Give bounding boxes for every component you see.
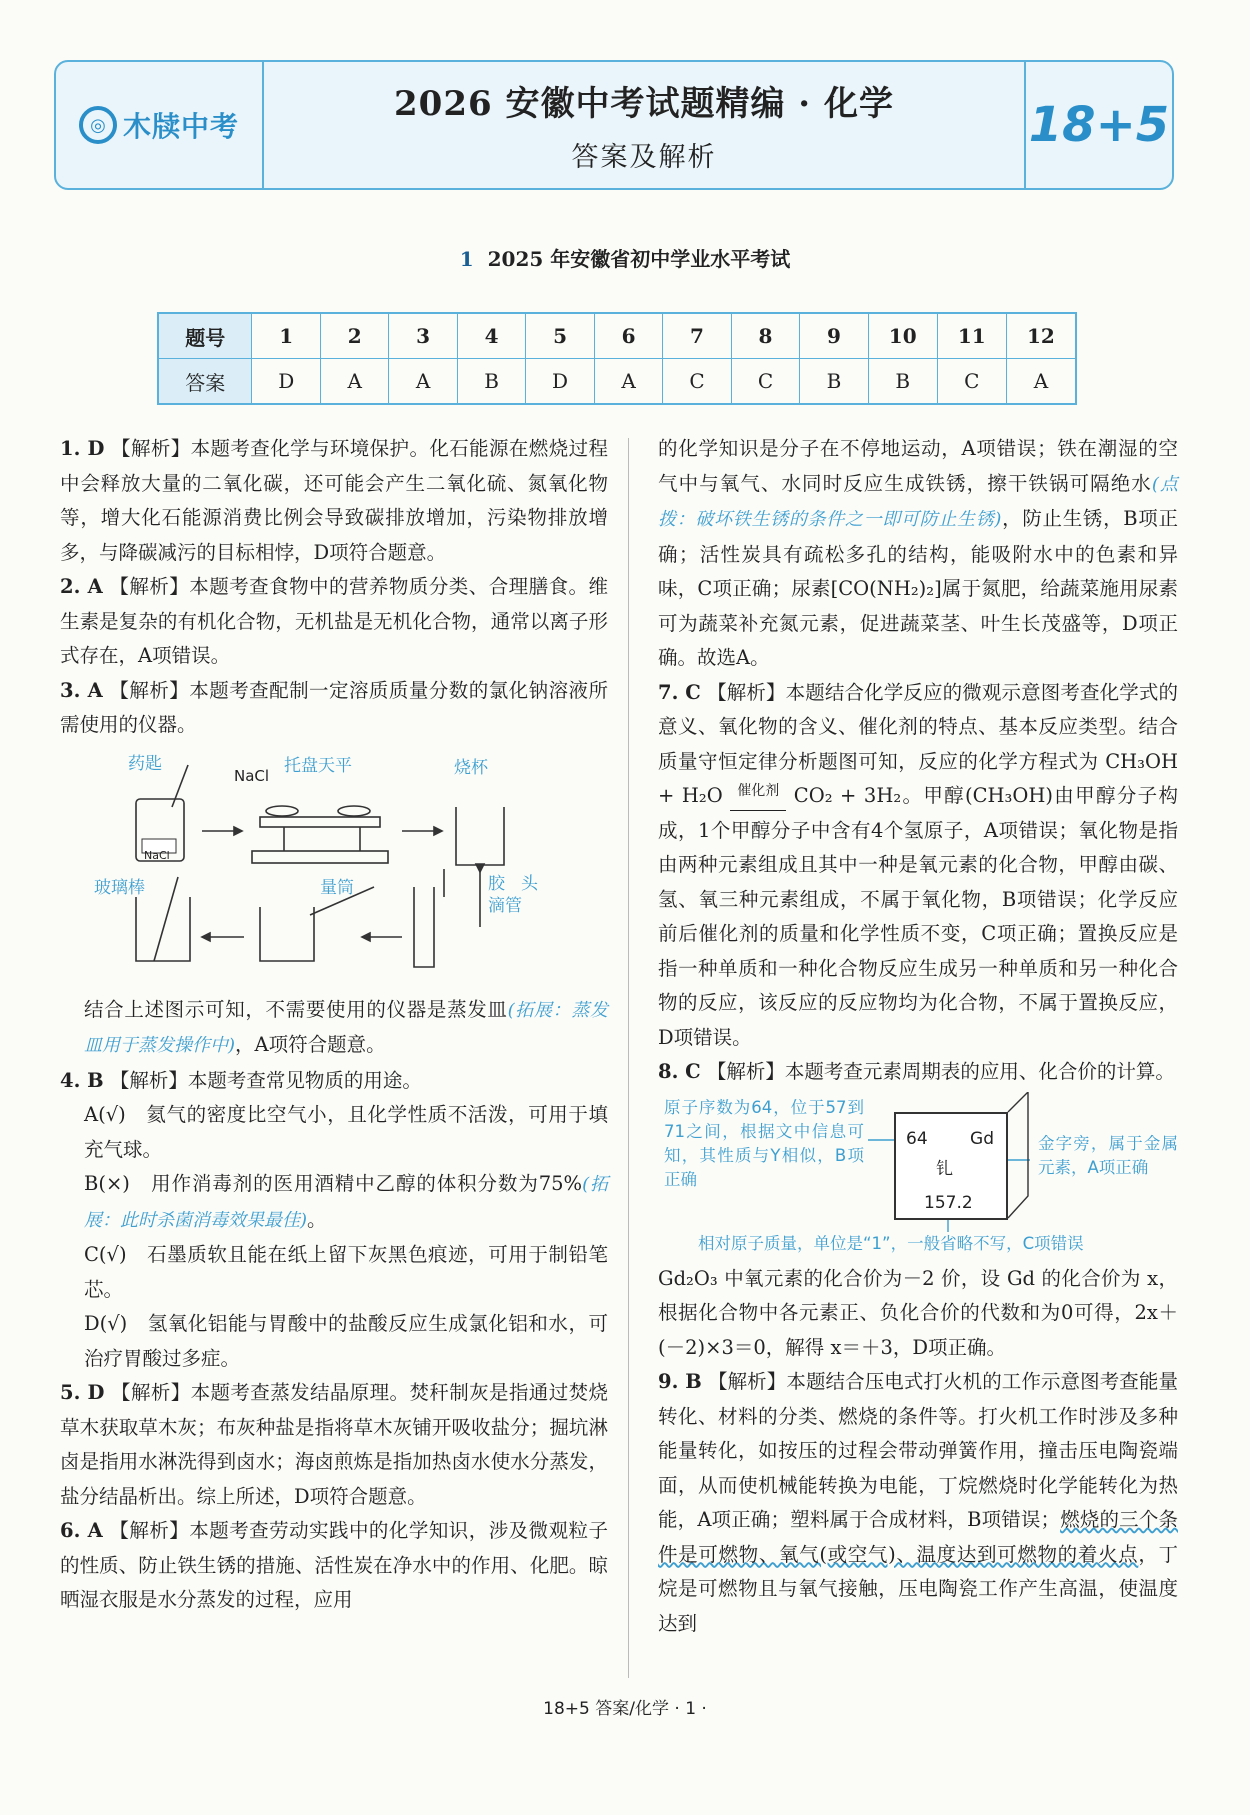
answer-label: 2. A	[60, 575, 103, 598]
exam-number: 1	[459, 247, 474, 271]
analysis-tag: 【解析】	[708, 1370, 787, 1393]
answer-text: 本题考查配制一定溶质质量分数的氯化钠溶液所需使用的仪器。	[60, 678, 609, 736]
question-number-cell: 10	[868, 313, 937, 359]
option-a: A(√) 氦气的密度比空气小，且化学性质不活泼，可用于填充气球。	[84, 1103, 608, 1161]
answer-cell: D	[526, 359, 595, 405]
answer-cell: A	[389, 359, 457, 405]
answer-text: 。	[307, 1207, 327, 1231]
answer-cell: B	[868, 359, 937, 405]
answer-4	[60, 1064, 608, 1099]
catalyst-label: 催化剂	[737, 782, 780, 799]
answer-text: 本题考查元素周期表的应用、化合价的计算。	[784, 1060, 1175, 1083]
answer-cell: C	[731, 359, 799, 405]
answer-text: 本题结合压电式打火机的工作示意图考查能量转化、材料的分类、燃烧的条件等。打火机工作时涉及多种能量转化，如按压的过程会带动弹簧作用，撞击压电陶瓷端面，从而使机械能转换为电能，丁烷燃烧时化学能转化为热能，A项正确；塑料属于合成材料，B项错误；	[658, 1370, 1178, 1531]
answer-text: ，A项符合题意。	[235, 1033, 386, 1056]
answer-label: 6. A	[60, 1519, 103, 1542]
label-nacl: NaCl	[234, 766, 270, 785]
periodic-table-cell-diagram	[658, 1092, 1178, 1258]
element-mass: 157.2	[924, 1192, 973, 1213]
analysis-tag: 【解析】	[109, 678, 190, 702]
answer-table-answer-row	[158, 359, 1076, 405]
option-c: C(√) 石墨质软且能在纸上留下灰黑色痕迹，可用于制铅笔芯。	[84, 1243, 608, 1301]
row-label-number: 题号	[158, 313, 252, 359]
logo-text: 木牍中考	[122, 110, 239, 143]
question-number-cell: 5	[526, 313, 595, 359]
answer-text: CO₂ + 3H₂。甲醇(CH₃OH)由甲醇分子构成，1个甲醇分子中含有4个氢原子，A项错误；氧化物是指由两种元素组成且其中一种是氧元素的化合物，甲醇由碳、氢、氧三种元素组成，不属于氧化物，B项错误；化学反应前后催化剂的质量和化学性质不变，C项正确；置换反应是指一种单质和一种化合物反应生成另一种单质和另一种化合物的反应，该反应的反应物均为化合物，不属于置换反应，D项错误。	[658, 784, 1178, 1049]
element-name: 钆	[936, 1158, 953, 1179]
analysis-tag: 【解析】	[109, 1068, 188, 1092]
answer-text: 本题考查常见物质的用途。	[187, 1068, 422, 1092]
answer-3	[60, 674, 608, 743]
question-number-cell: 9	[800, 313, 868, 359]
analysis-tag: 【解析】	[111, 1381, 191, 1404]
row-label-answer: 答案	[158, 359, 252, 405]
graduated-cylinder-icon	[414, 887, 434, 967]
spoon-icon	[172, 765, 188, 807]
answer-7	[658, 676, 1178, 1056]
answer-text: 本题考查化学与环境保护。化石能源在燃烧过程中会释放大量的二氧化碳，还可能会产生二氧化硫、氮氧化物等，增大化石能源消费比例会导致碳排放增加，污染物排放增多，与降碳减污的目标相悖，D项符合题意。	[60, 437, 608, 564]
analysis-tag: 【解析】	[707, 680, 786, 704]
highlighted-text: 燃烧的三个条件是可燃物、氧气(或空气)、温度达到可燃物的着火点	[658, 1508, 1178, 1566]
answer-cell: A	[320, 359, 388, 405]
label-glass-rod: 玻璃棒	[94, 877, 145, 898]
analysis-tag: 【解析】	[111, 437, 191, 460]
question-number-cell: 4	[457, 313, 525, 359]
answer-label: 7. C	[658, 680, 701, 704]
answer-label: 3. A	[60, 678, 103, 702]
answer-text: ，防止生锈，B项正确；活性炭具有疏松多孔的结构，能吸附水中的色素和异味，C项正确；尿素[CO(NH₂)₂]属于氮肥，给蔬菜施用尿素可为蔬菜补充氮元素，促进蔬菜茎、叶生长茂盛等，D项正确。故选A。	[658, 507, 1178, 669]
answer-label: 9. B	[658, 1370, 702, 1393]
element-cell	[894, 1112, 1008, 1220]
label-dropper: 胶头滴管	[488, 873, 538, 916]
answer-cell: C	[663, 359, 731, 405]
analysis-tag: 【解析】	[109, 1519, 190, 1542]
answer-cell: B	[800, 359, 868, 405]
answer-label: 5. D	[60, 1381, 105, 1404]
note-atomic-mass: 相对原子质量，单位是“1”，一般省略不写，C项错误	[698, 1233, 1084, 1253]
exam-title	[0, 243, 1250, 272]
answer-label: 8. C	[658, 1060, 701, 1083]
answer-label: 1. D	[60, 437, 105, 460]
answer-1	[60, 432, 608, 570]
question-number-cell: 6	[594, 313, 662, 359]
answer-text: 本题考查食物中的营养物质分类、合理膳食。维生素是复杂的有机化合物，无机盐是无机化合物，通常以离子形式存在，A项错误。	[60, 575, 609, 667]
page-footer: 18+5 答案/化学 · 1 ·	[543, 1699, 707, 1719]
page-header	[54, 60, 1174, 190]
brand-logo	[56, 62, 264, 188]
analysis-tag: 【解析】	[109, 575, 190, 598]
label-balance: 托盘天平	[284, 755, 352, 776]
answer-6-continued	[658, 432, 1178, 676]
question-number-cell: 1	[252, 313, 321, 359]
glass-rod-icon	[154, 877, 178, 961]
column-divider	[628, 438, 629, 1678]
answer-text: 本题考查劳动实践中的化学知识，涉及微观粒子的性质、防止铁生锈的措施、活性炭在净水中的作用、化肥。晾晒湿衣服是水分蒸发的过程，应用	[60, 1519, 609, 1611]
right-column	[658, 432, 1178, 1641]
label-beaker: 烧杯	[454, 757, 488, 778]
question-number-cell: 2	[320, 313, 388, 359]
balance-icon	[260, 817, 380, 827]
answer-5	[60, 1376, 608, 1514]
answer-text: B(×) 用作消毒剂的医用酒精中乙醇的体积分数为75%	[84, 1172, 583, 1195]
answer-cell: A	[1006, 359, 1076, 405]
title-block	[264, 62, 1026, 188]
hint-note: (点拨：破坏铁生锈的条件之一即可防止生锈)	[658, 473, 1178, 530]
bottle-label: NaCl	[144, 848, 170, 862]
sub-title: 答案及解析	[571, 142, 717, 173]
answer-label: 4. B	[60, 1068, 104, 1092]
extension-note: (拓展：此时杀菌消毒效果最佳)	[84, 1174, 608, 1231]
note-atomic-number: 原子序数为64，位于57到71之间，根据文中信息可知，其性质与Y相似，B项正确	[664, 1097, 864, 1189]
answer-text: 结合上述图示可知，不需要使用的仪器是蒸发皿	[84, 997, 508, 1021]
answer-text: 本题结合化学反应的微观示意图考查化学式的意义、氧化物的含义、催化剂的特点、基本反应类型。结合质量守恒定律分析题图可知，反应的化学方程式为 CH₃OH + H₂O	[658, 680, 1178, 807]
beaker-icon	[456, 807, 504, 865]
question-number-cell: 8	[731, 313, 799, 359]
series-badge: 18+5	[1028, 97, 1170, 153]
answer-8	[658, 1055, 1178, 1090]
extension-note: (拓展：蒸发皿用于蒸发操作中)	[84, 999, 608, 1056]
answer-text: 的化学知识是分子在不停地运动，A项错误；铁在潮湿的空气中与氧气、水同时反应生成铁锈，擦干铁锅可隔绝水	[658, 437, 1178, 495]
analysis-tag: 【解析】	[706, 1060, 785, 1083]
answer-table	[157, 312, 1077, 405]
question-number-cell: 7	[663, 313, 731, 359]
answer-text: 本题考查蒸发结晶原理。焚秆制灰是指通过焚烧草木获取草木灰；布灰种盐是指将草木灰铺开吸收盐分；掘坑淋卤是指用水淋洗得到卤水；海卤煎炼是指加热卤水使水分蒸发，盐分结晶析出。综上所述，D项符合题意。	[60, 1381, 608, 1508]
answer-cell: A	[594, 359, 662, 405]
answer-8-conclusion: Gd₂O₃ 中氧元素的化合价为－2 价，设 Gd 的化合价为 x，根据化合物中各元素正、负化合价的代数和为0可得，2x＋(－2)×3＝0，解得 x＝＋3，D项正确。	[658, 1266, 1178, 1359]
answer-cell: B	[457, 359, 525, 405]
answer-text: ，丁烷是可燃物且与氧气接触，压电陶瓷工作产生高温，使温度达到	[658, 1542, 1178, 1635]
answer-3-conclusion	[60, 993, 608, 1064]
left-column	[60, 432, 608, 1618]
question-number-cell: 12	[1006, 313, 1076, 359]
exam-title-text: 2025 年安徽省初中学业水平考试	[487, 247, 791, 271]
answer-table-number-row	[158, 313, 1076, 359]
label-cylinder: 量筒	[320, 877, 354, 898]
answer-9	[658, 1365, 1178, 1641]
reaction-arrow	[730, 782, 786, 812]
logo-mark-icon: ◎	[79, 106, 117, 144]
label-spoon: 药匙	[128, 753, 162, 774]
lab-instrument-diagram	[84, 747, 604, 987]
question-number-cell: 3	[389, 313, 457, 359]
main-title: 2026 安徽中考试题精编 · 化学	[394, 84, 894, 124]
question-number-cell: 11	[937, 313, 1006, 359]
element-number: 64	[906, 1128, 928, 1149]
answer-2	[60, 570, 608, 674]
note-metal-element: 金字旁，属于金属元素，A项正确	[1038, 1133, 1178, 1177]
answer-6	[60, 1514, 608, 1618]
option-b	[60, 1167, 608, 1238]
answer-cell: C	[937, 359, 1006, 405]
element-symbol: Gd	[970, 1128, 994, 1149]
answer-cell: D	[252, 359, 321, 405]
option-d: D(√) 氢氧化铝能与胃酸中的盐酸反应生成氯化铝和水，可治疗胃酸过多症。	[84, 1312, 608, 1370]
